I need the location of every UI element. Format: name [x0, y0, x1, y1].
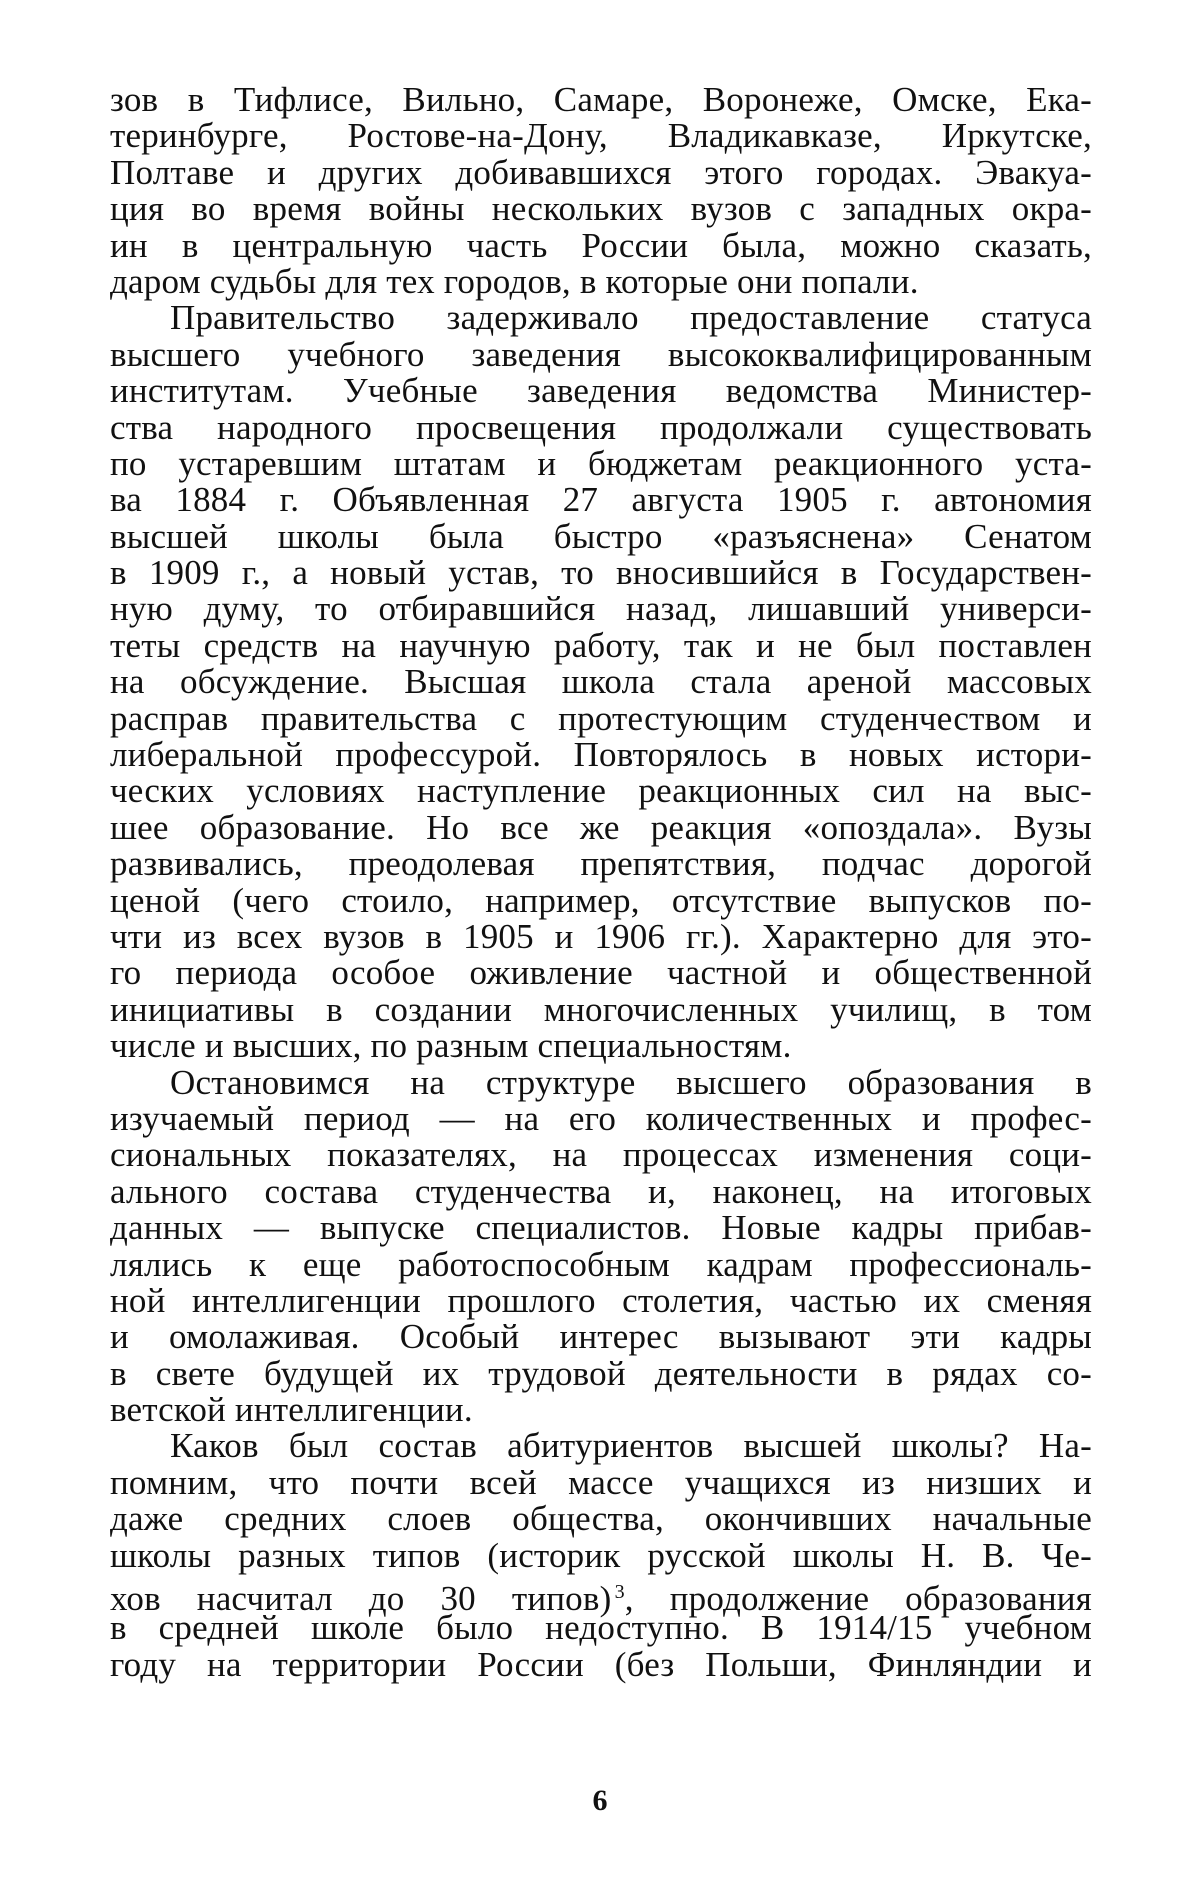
- paragraph-1: [110, 82, 1092, 300]
- text-line: помним, что почти всей массе учащихся из низших и: [110, 1462, 1092, 1502]
- text-line: числе и высших, по разным специальностям.: [110, 1026, 792, 1066]
- text-line: в 1909 г., а новый устав, то вносившийся в Государствен-: [110, 553, 1092, 593]
- text-line: ального состава студенчества и, наконец, на итоговых: [110, 1171, 1092, 1211]
- text-line: институтам. Учебные заведения ведомства Министер-: [110, 371, 1092, 411]
- paragraph-4: [110, 1428, 1092, 1683]
- text-line: ную думу, то отбиравшийся назад, лишавший универси-: [110, 589, 1092, 629]
- text-line: шее образование. Но все же реакция «опоздала». Вузы: [110, 807, 1092, 847]
- text-line: даже средних слоев общества, окончивших начальные: [110, 1499, 1092, 1539]
- text-line: сиональных показателях, на процессах изменения соци-: [110, 1135, 1092, 1175]
- document-page: [110, 82, 1092, 1683]
- text-segment: хов насчитал до 30 типов): [110, 1579, 612, 1619]
- text-line: данных — выпуске специалистов. Новые кадры прибав-: [110, 1208, 1092, 1248]
- text-line: расправ правительства с протестующим студенчеством и: [110, 698, 1092, 738]
- text-line: даром судьбы для тех городов, в которые они попали.: [110, 261, 919, 301]
- text-line: ин в центральную часть России была, можно сказать,: [110, 225, 1092, 265]
- text-line: чти из всех вузов в 1905 и 1906 гг.). Характерно для это-: [110, 916, 1092, 956]
- paragraph-2: [110, 300, 1092, 1064]
- text-line-with-footnote: [110, 1574, 1092, 1619]
- text-line: ценой (чего стоило, например, отсутствие выпусков по-: [110, 880, 1092, 920]
- text-line: ной интеллигенции прошлого столетия, частью их сменяя: [110, 1280, 1092, 1320]
- text-line: по устаревшим штатам и бюджетам реакционного уста-: [110, 443, 1092, 483]
- text-line: изучаемый период — на его количественных и профес-: [110, 1098, 1092, 1138]
- text-line: ческих условиях наступление реакционных сил на выс-: [110, 771, 1092, 811]
- text-line: лялись к еще работоспособным кадрам профессиональ-: [110, 1244, 1092, 1284]
- text-line: либеральной профессурой. Повторялось в новых истори-: [110, 735, 1092, 775]
- text-line: школы разных типов (историк русской школы Н. В. Че-: [110, 1535, 1092, 1575]
- text-line: году на территории России (без Польши, Финляндии и: [110, 1644, 1092, 1684]
- text-line: Каков был состав абитуриентов высшей школы? На-: [170, 1426, 1092, 1466]
- text-line: в свете будущей их трудовой деятельности в рядах со-: [110, 1353, 1092, 1393]
- text-line: зов в Тифлисе, Вильно, Самаре, Воронеже, Омске, Ека-: [110, 80, 1092, 119]
- text-line: ветской интеллигенции.: [110, 1390, 473, 1430]
- text-line: ва 1884 г. Объявленная 27 августа 1905 г. автономия: [110, 480, 1092, 520]
- text-line: Правительство задерживало предоставление статуса: [170, 298, 1092, 338]
- text-line: Остановимся на структуре высшего образования в: [170, 1062, 1092, 1102]
- text-line: на обсуждение. Высшая школа стала ареной массовых: [110, 662, 1092, 702]
- text-line: инициативы в создании многочисленных училищ, в том: [110, 989, 1092, 1029]
- paragraph-3: [110, 1062, 1092, 1430]
- page-number: 6: [592, 1784, 608, 1817]
- text-line: ция во время войны нескольких вузов с западных окра-: [110, 189, 1092, 229]
- text-line: и омолаживая. Особый интерес вызывают эти кадры: [110, 1317, 1092, 1357]
- text-segment: , продолжение образования: [624, 1579, 1092, 1619]
- text-line: Полтаве и других добивавшихся этого городах. Эвакуа-: [110, 152, 1092, 192]
- text-line: развивались, преодолевая препятствия, подчас дорогой: [110, 844, 1092, 884]
- text-line: высшего учебного заведения высококвалифицированным: [110, 334, 1092, 374]
- text-line: теринбурге, Ростове-на-Дону, Владикавказе, Иркутске,: [110, 116, 1092, 156]
- text-line: высшей школы была быстро «разъяснена» Сенатом: [110, 516, 1092, 556]
- text-line: теты средств на научную работу, так и не был поставлен: [110, 625, 1092, 665]
- text-line: в средней школе было недоступно. В 1914/15 учебном: [110, 1608, 1092, 1648]
- footnote-marker: 3: [614, 1581, 625, 1604]
- text-line: го периода особое оживление частной и общественной: [110, 953, 1092, 993]
- text-line: ства народного просвещения продолжали существовать: [110, 407, 1092, 447]
